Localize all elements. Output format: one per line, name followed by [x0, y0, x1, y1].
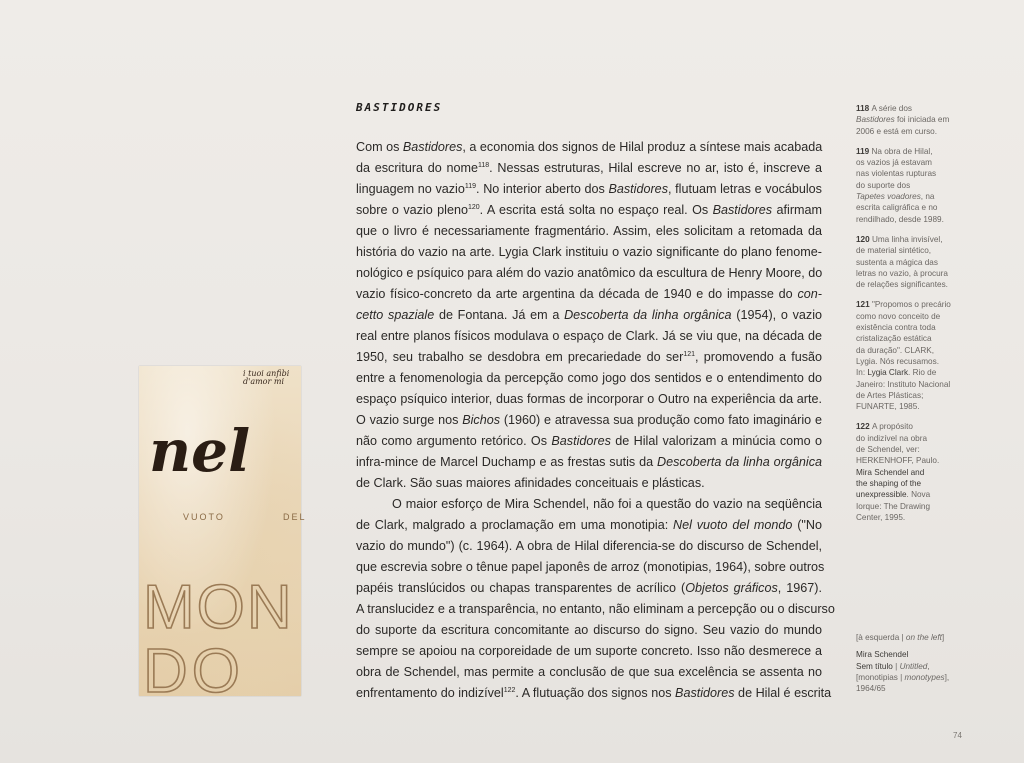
body-line: 1950, seu trabalho se desdobra em precariedade do ser$^{121}$, promovendo a fusão — [356, 350, 822, 364]
body-line: de Clark. São suas maiores afinidades conceituais e plásticas. — [356, 476, 705, 490]
footnote-line: escrita caligráfica e no — [856, 203, 938, 213]
caption-line: Sem título | Untitled, — [856, 661, 930, 671]
artwork-word-vuoto: VUOTO — [183, 512, 225, 522]
body-line: que o livro é necessariamente fragmentário. Assim, eles solicitam a retomada da — [356, 224, 822, 238]
body-line: enfrentamento do indizível$^{122}$. A flutuação dos signos nos Bastidores de Hilal é escrita — [356, 686, 832, 700]
footnote-line: existência contra toda — [856, 323, 936, 333]
footnotes-column — [856, 103, 984, 532]
footnote-line: 119 Na obra de Hilal, — [856, 146, 933, 156]
body-line: entre a fenomenologia da percepção como jogo dos sentidos e o entendimento do — [356, 371, 822, 385]
caption-line: [à esquerda | on the left] — [856, 633, 945, 642]
body-line: história do vazio na arte. Lygia Clark instituiu o vazio significante do plano fenome- — [356, 245, 822, 259]
body-line: da escritura do nome$^{118}$. Nessas estruturas, Hilal escreve no ar, isto é, inscreve a — [356, 161, 822, 175]
footnote-line: Tapetes voadores, na — [856, 192, 935, 202]
footnote-line: 2006 e está em curso. — [856, 126, 938, 136]
body-line: sobre o vazio pleno$^{120}$. A escrita está solta no espaço real. Os Bastidores afirmam — [356, 203, 823, 217]
footnote-line: rendilhado, desde 1989. — [856, 214, 944, 224]
body-line: O vazio surge nos Bichos (1960) e atravessa sua produção como fato imaginário e — [356, 413, 822, 427]
artwork-image-mira-schendel — [139, 366, 307, 706]
footnote-number: 118 — [856, 104, 872, 113]
footnote-line: 118 A série dos — [856, 104, 912, 113]
caption-line: 1964/65 — [856, 684, 886, 694]
footnote-number: 122 — [856, 422, 872, 432]
body-line: de Clark, malgrado a proclamação em uma monotipia: Nel vuoto del mondo ("No — [356, 518, 823, 532]
artwork-note-line: i tuoi anfibi — [243, 369, 290, 378]
body-line: sempre se apoiou na corporeidade de um suporte concreto. Isso não desmerece a — [356, 644, 822, 658]
footnote-120 — [856, 234, 984, 290]
footnote-line: de Artes Plásticas; — [856, 390, 924, 400]
body-line: cetto spaziale de Fontana. Já em a Descoberta da linha orgânica (1954), o vazio — [356, 308, 823, 322]
footnote-line: Bastidores foi iniciada em — [856, 115, 950, 125]
footnote-121 — [856, 299, 984, 412]
body-line: Com os Bastidores, a economia dos signos de Hilal produz a síntese mais acabada — [356, 140, 823, 154]
artwork-word-mon: MON — [143, 573, 294, 642]
footnote-number: 121 — [856, 300, 872, 310]
body-text — [356, 137, 835, 704]
footnote-line: da duração". CLARK, — [856, 345, 935, 355]
footnote-line: cristalização estática — [856, 334, 932, 344]
body-line: linguagem no vazio$^{119}$. No interior aberto dos Bastidores, flutuam letras e vocábulos — [356, 182, 822, 196]
body-line: nológico e psíquico para além do vazio anatômico da escultura de Henry Moore, do — [356, 266, 823, 280]
body-line: não como argumento retórico. Os Bastidores de Hilal valorizam a minúcia como o — [356, 434, 822, 448]
footnote-number: 120 — [856, 234, 872, 244]
footnote-line: HERKENHOFF, Paulo. — [856, 456, 940, 466]
artwork-word-del: DEL — [283, 512, 307, 522]
footnote-line: como novo conceito de — [856, 311, 941, 321]
footnote-line: the shaping of the — [856, 478, 922, 488]
footnote-line: sustenta a mágica das — [856, 257, 938, 267]
footnote-line: do suporte dos — [856, 180, 911, 190]
body-line: vazio do mundo") (c. 1964). A obra de Hilal diferencia-se do discurso de Schendel, — [356, 539, 822, 553]
footnote-line: do indizível na obra — [856, 433, 928, 443]
body-line: papéis translúcidos ou chapas transparentes de acrílico (Objetos gráficos, 1967). — [356, 581, 822, 595]
caption-line: Mira Schendel — [856, 650, 909, 660]
footnote-line: Janeiro: Instituto Nacional — [856, 379, 951, 389]
footnote-line: 122 A propósito — [856, 422, 913, 432]
footnote-line: de Schendel, ver: — [856, 445, 920, 455]
body-line: obra de Schendel, mas permite a conclusão de que sua excelência se assenta no — [356, 665, 822, 679]
footnote-number: 119 — [856, 146, 872, 156]
footnote-line: letras no vazio, à procura — [856, 268, 948, 278]
footnote-line: nas violentas rupturas — [856, 169, 937, 179]
artwork-note-line: d'amor mi — [243, 377, 285, 386]
footnote-line: de material sintético, — [856, 246, 932, 256]
footnote-122 — [856, 421, 984, 523]
body-line: O maior esforço de Mira Schendel, não foi a questão do vazio na seqüência — [392, 497, 822, 511]
footnote-line: FUNARTE, 1985. — [856, 402, 920, 412]
footnote-line: 120 Uma linha invisível, — [856, 234, 943, 244]
body-line: A translucidez e a transparência, no entanto, não eliminam a percepção ou o discurso — [356, 602, 835, 616]
caption-line: [monotipias | monotypes], — [856, 672, 950, 682]
section-title: BASTIDORES — [356, 101, 443, 114]
body-line: vazio físico-concreto da arte argentina da década de 1940 e do impasse do con- — [356, 287, 822, 301]
body-line: espaço psíquico interior, duas formas de incorporar o Outro na experiência da arte. — [356, 392, 822, 406]
artwork-lettering — [139, 366, 301, 706]
footnote-line: In: Lygia Clark. Rio de — [856, 368, 937, 378]
page-number: 74 — [953, 731, 962, 740]
footnote-line: Center, 1995. — [856, 512, 906, 522]
footnote-line: os vazios já estavam — [856, 158, 932, 168]
footnote-line: Lygia. Nós recusamos. — [856, 356, 939, 366]
body-line: real entre planos físicos modulava o espaço de Clark. Já se viu que, na década de — [356, 329, 822, 343]
footnote-119 — [856, 146, 984, 225]
body-line: infra-mince de Marcel Duchamp e as frestas sutis da Descoberta da linha orgânica — [356, 455, 822, 469]
body-line: que escrevia sobre o tênue papel japonês de arroz (monotipias, 1964), sobre outros — [356, 560, 825, 574]
footnote-line: Iorque: The Drawing — [856, 501, 931, 511]
artwork-word-do: DO — [143, 637, 244, 706]
footnote-line: Mira Schendel and — [856, 467, 925, 477]
footnote-line: 121 "Propomos o precário — [856, 300, 951, 310]
footnote-line: de relações significantes. — [856, 280, 948, 290]
artwork-word-nel: nel — [149, 417, 251, 485]
footnote-118 — [856, 103, 984, 137]
image-caption — [856, 632, 996, 694]
body-line: do suporte da escritura concomitante ao discurso do signo. Seu vazio do mundo — [356, 623, 822, 637]
footnote-line: unexpressible. Nova — [856, 490, 931, 500]
